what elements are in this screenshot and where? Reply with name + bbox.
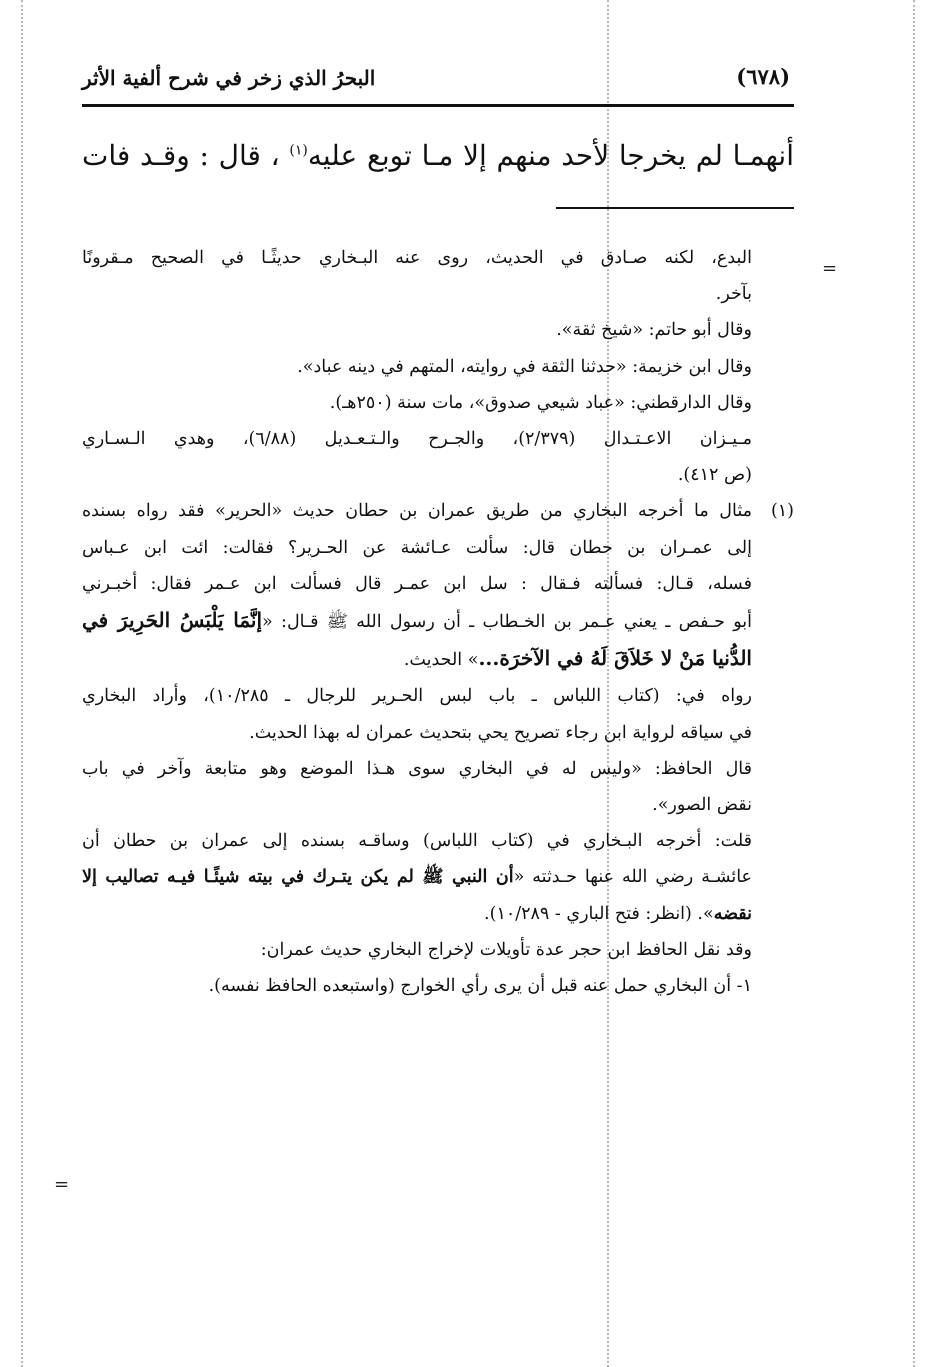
sources-line-2: (ص ٤١٢). <box>677 465 752 486</box>
footnote-separator <box>556 207 794 209</box>
footnote-1-line-2: إلى عمـران بن حطان قال: سألت عـائشة عن الحـرير؟ فقالت: ائت ابن عـباس <box>82 537 752 558</box>
footnote-reference: (١) <box>289 142 308 159</box>
ibn-khuzayma-quote: وقال ابن خزيمة: «حدثنا الثقة في روايته، المتهم في دينه عباد». <box>297 356 752 377</box>
qultu-paragraph <box>82 859 752 931</box>
running-title: البحرُ الذي زخر في شرح ألفية الأثر <box>82 66 376 90</box>
footnote-number: (١) <box>770 501 794 522</box>
rawahu-line-2: في سياقه لرواية ابن رجاء تصريح يحي بتحديث عمران له بهذا الحديث. <box>249 722 752 743</box>
scan-fold-line-left <box>21 0 23 1367</box>
margin-mark-top: = <box>822 258 838 279</box>
main-text-after-ref: ، قال : وقـد فات <box>82 139 290 172</box>
scan-fold-line-right <box>913 0 915 1367</box>
item-1: ١- أن البخاري حمل عنه قبل أن يرى رأي الخوارج (واستبعده الحافظ نفسه). <box>208 976 752 997</box>
footnote-1-line-1: مثال ما أخرجه البخاري من طريق عمران بن حطان حديث «الحرير» فقد رواه بسنده <box>82 501 752 522</box>
main-text-before-ref: أنهمـا لم يخرجا لأحد منهم إلا مـا توبع عليه <box>307 139 794 172</box>
naql-line: وقد نقل الحافظ ابن حجر عدة تأويلات لإخراج البخاري حديث عمران: <box>260 939 752 960</box>
qultu-line-2: عائشـة رضي الله عنها حـدثته « <box>513 867 753 888</box>
abu-hatim-quote: وقال أبو حاتم: «شيخ ثقة». <box>556 320 752 341</box>
page-number: (٦٧٨) <box>736 64 790 89</box>
qultu-end: ». (انظر: فتح الباري - ١٠/٢٨٩). <box>484 903 714 924</box>
footnote-continuation-line-1: البدع، لكنه صـادق في الحديث، روى عنه البـخاري حديثًـا في الصحيح مـقرونًا <box>82 248 752 268</box>
hafiz-quote-line-1: قال الحافظ: «وليس له في البخاري سوى هـذا الموضع وهو متابعة وآخر في باب <box>82 758 752 779</box>
sources-line-1: مـيـزان الاعـتـدال (٢/٣٧٩)، والجـرح والـتـعـديل (٦/٨٨)، وهدي الـسـاري <box>82 429 752 450</box>
hadith-text: إنَّمَا يَلْبَسُ الحَرِيرَ في الدُّنيا مَنْ لا خَلاَقَ لَهُ في الآخرَة... <box>82 608 752 671</box>
hadith-paragraph <box>82 602 752 678</box>
rawahu-line-1: رواه في: (كتاب اللباس ـ باب لبس الحـرير للرجال ـ ١٠/٢٨٥)، وأراد البخاري <box>82 686 752 707</box>
footnote-continuation-line-2: بآخر. <box>715 284 752 305</box>
footnote-1-line-4: أبو حـفص ـ يعني عـمر بن الخـطاب ـ أن رسول الله ﷺ قـال: « <box>262 612 752 633</box>
hafiz-quote-line-2: نقض الصور». <box>652 795 752 816</box>
footnotes <box>82 240 794 1004</box>
daraqutni-quote: وقال الدارقطني: «عباد شيعي صدوق»، مات سنة (٢٥٠هـ). <box>329 392 752 413</box>
qultu-line-1: قلت: أخرجه البـخاري في (كتاب اللباس) وساقـه بسنده إلى عمران بن حطان أن <box>82 831 752 852</box>
footnote-1-line-3: فسله، قـال: فسألته فـقال : سل ابن عمـر قال فسألت ابن عـمر فقال: أخبـرني <box>82 573 752 594</box>
header-rule <box>82 104 794 107</box>
hadith-end: » الحديث. <box>403 650 479 671</box>
qultu-hadith-text: أن النبي ﷺ لم يكن يتـرك في بيته شيئًـا فيـه تصاليب إلا نقضه <box>82 867 752 924</box>
page-header <box>82 60 794 102</box>
margin-mark-bottom: = <box>54 1174 70 1195</box>
footnote-1 <box>82 493 794 1004</box>
main-text-line <box>82 128 794 184</box>
